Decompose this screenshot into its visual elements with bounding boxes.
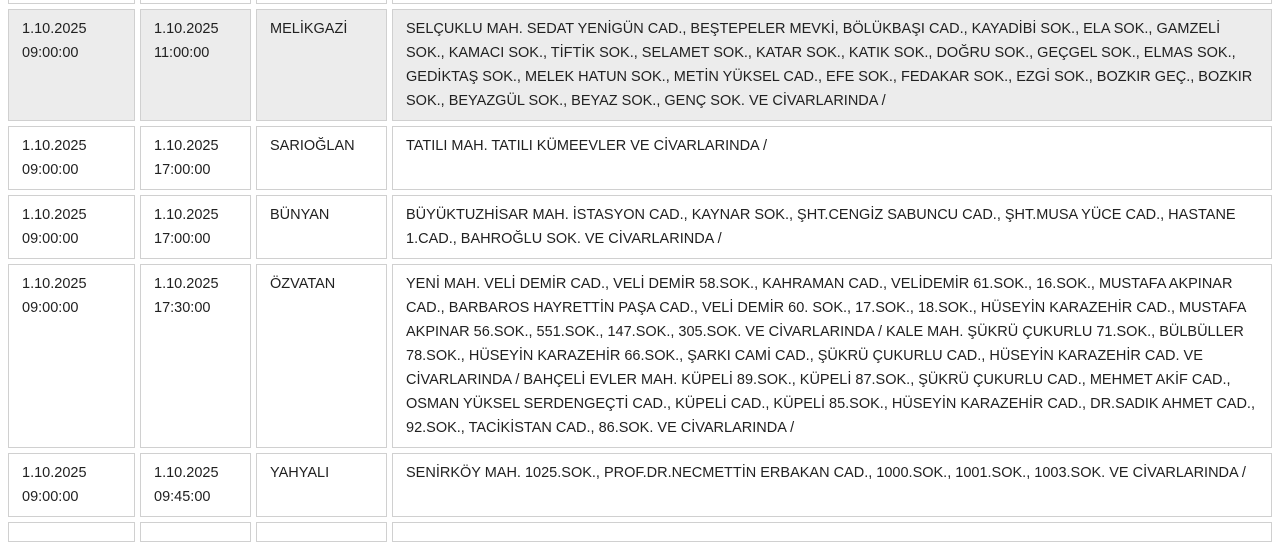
district-name: MELİKGAZİ [270, 21, 348, 37]
table-row[interactable] [8, 264, 1272, 448]
end-date: 1.10.2025 [154, 21, 219, 37]
end-date: 1.10.2025 [154, 276, 219, 292]
start-date: 1.10.2025 [22, 21, 87, 37]
district-cell [256, 264, 387, 448]
district-cell [256, 0, 387, 4]
areas-cell [392, 195, 1272, 259]
start-time: 09:00:00 [22, 45, 79, 61]
district-cell [256, 195, 387, 259]
start-date: 1.10.2025 [22, 138, 87, 154]
end-cell [140, 0, 251, 4]
start-date: 1.10.2025 [22, 207, 87, 223]
end-time: 17:00:00 [154, 231, 211, 247]
table-row[interactable] [8, 126, 1272, 190]
end-cell [140, 126, 251, 190]
table-row-partial-top [8, 0, 1272, 4]
end-time: 11:00:00 [154, 45, 210, 61]
start-cell [8, 522, 135, 542]
district-cell [256, 453, 387, 517]
areas-cell [392, 453, 1272, 517]
areas-text: SELÇUKLU MAH. SEDAT YENİGÜN CAD., BEŞTEPELER MEVKİ, BÖLÜKBAŞI CAD., KAYADİBİ SOK., ELA SOK., GAMZELİ SOK., KAMACI SOK., TİFTİK SOK., SELAMET SOK., KATAR SOK., KATIK SOK., DOĞRU SOK., GEÇGEL SOK., ELMAS SOK., GEDİKTAŞ SOK., MELEK HATUN SOK., METİN YÜKSEL CAD., EFE SOK., FEDAKAR SOK., EZGİ SOK., BOZKIR GEÇ., BOZKIR SOK., BEYAZGÜL SOK., BEYAZ SOK., GENÇ SOK. VE CİVARLARINDA / [406, 21, 1253, 109]
district-cell [256, 126, 387, 190]
areas-text: BÜYÜKTUZHİSAR MAH. İSTASYON CAD., KAYNAR SOK., ŞHT.CENGİZ SABUNCU CAD., ŞHT.MUSA YÜCE CAD., HASTANE 1.CAD., BAHROĞLU SOK. VE CİVARLARINDA / [406, 207, 1236, 247]
end-cell [140, 195, 251, 259]
district-name: ÖZVATAN [270, 276, 336, 292]
end-time: 17:30:00 [154, 300, 211, 316]
end-cell [140, 9, 251, 121]
end-cell [140, 264, 251, 448]
end-date: 1.10.2025 [154, 138, 219, 154]
start-time: 09:00:00 [22, 162, 79, 178]
start-date: 1.10.2025 [22, 276, 87, 292]
start-cell [8, 0, 135, 4]
start-cell [8, 9, 135, 121]
areas-cell [392, 9, 1272, 121]
end-cell [140, 522, 251, 542]
start-cell [8, 453, 135, 517]
end-date: 1.10.2025 [154, 465, 219, 481]
areas-text: YENİ MAH. VELİ DEMİR CAD., VELİ DEMİR 58.SOK., KAHRAMAN CAD., VELİDEMİR 61.SOK., 16.SOK., MUSTAFA AKPINAR CAD., BARBAROS HAYRETTİN PAŞA CAD., VELİ DEMİR 60. SOK., 17.SOK., 18.SOK., HÜSEYİN KARAZEHİR CAD., MUSTAFA AKPINAR 56.SOK., 551.SOK., 147.SOK., 305.SOK. VE CİVARLARINDA / KALE MAH. ŞÜKRÜ ÇUKURLU 71.SOK., BÜLBÜLLER 78.SOK., HÜSEYİN KARAZEHİR 66.SOK., ŞARKI CAMİ CAD., ŞÜKRÜ ÇUKURLU CAD., HÜSEYİN KARAZEHİR CAD. VE CİVARLARINDA / BAHÇELİ EVLER MAH. KÜPELİ 89.SOK., KÜPELİ 87.SOK., ŞÜKRÜ ÇUKURLU CAD., MEHMET AKİF CAD., OSMAN YÜKSEL SERDENGEÇTİ CAD., KÜPELİ CAD., KÜPELİ 85.SOK., HÜSEYİN KARAZEHİR CAD., DR.SADIK AHMET CAD., 92.SOK., TACİKİSTAN CAD., 86.SOK. VE CİVARLARINDA / [406, 276, 1255, 436]
district-name: BÜNYAN [270, 207, 330, 223]
district-cell [256, 9, 387, 121]
start-time: 09:00:00 [22, 231, 79, 247]
areas-cell [392, 522, 1272, 542]
start-cell [8, 126, 135, 190]
start-date: 1.10.2025 [22, 465, 87, 481]
end-time: 17:00:00 [154, 162, 211, 178]
district-name: YAHYALI [270, 465, 330, 481]
district-cell [256, 522, 387, 542]
table-row[interactable] [8, 9, 1272, 121]
start-time: 09:00:00 [22, 300, 79, 316]
end-date: 1.10.2025 [154, 207, 219, 223]
end-cell [140, 453, 251, 517]
areas-text: SENİRKÖY MAH. 1025.SOK., PROF.DR.NECMETTİN ERBAKAN CAD., 1000.SOK., 1001.SOK., 1003.SOK. VE CİVARLARINDA / [406, 465, 1246, 481]
areas-text: TATILI MAH. TATILI KÜMEEVLER VE CİVARLARINDA / [406, 138, 767, 154]
start-time: 09:00:00 [22, 489, 79, 505]
table-row[interactable] [8, 453, 1272, 517]
outage-table [3, 0, 1277, 547]
areas-cell [392, 126, 1272, 190]
table-row-partial-bottom [8, 522, 1272, 542]
end-time: 09:45:00 [154, 489, 211, 505]
district-name: SARIOĞLAN [270, 138, 355, 154]
start-cell [8, 195, 135, 259]
areas-cell [392, 0, 1272, 4]
start-cell [8, 264, 135, 448]
areas-cell [392, 264, 1272, 448]
table-row[interactable] [8, 195, 1272, 259]
